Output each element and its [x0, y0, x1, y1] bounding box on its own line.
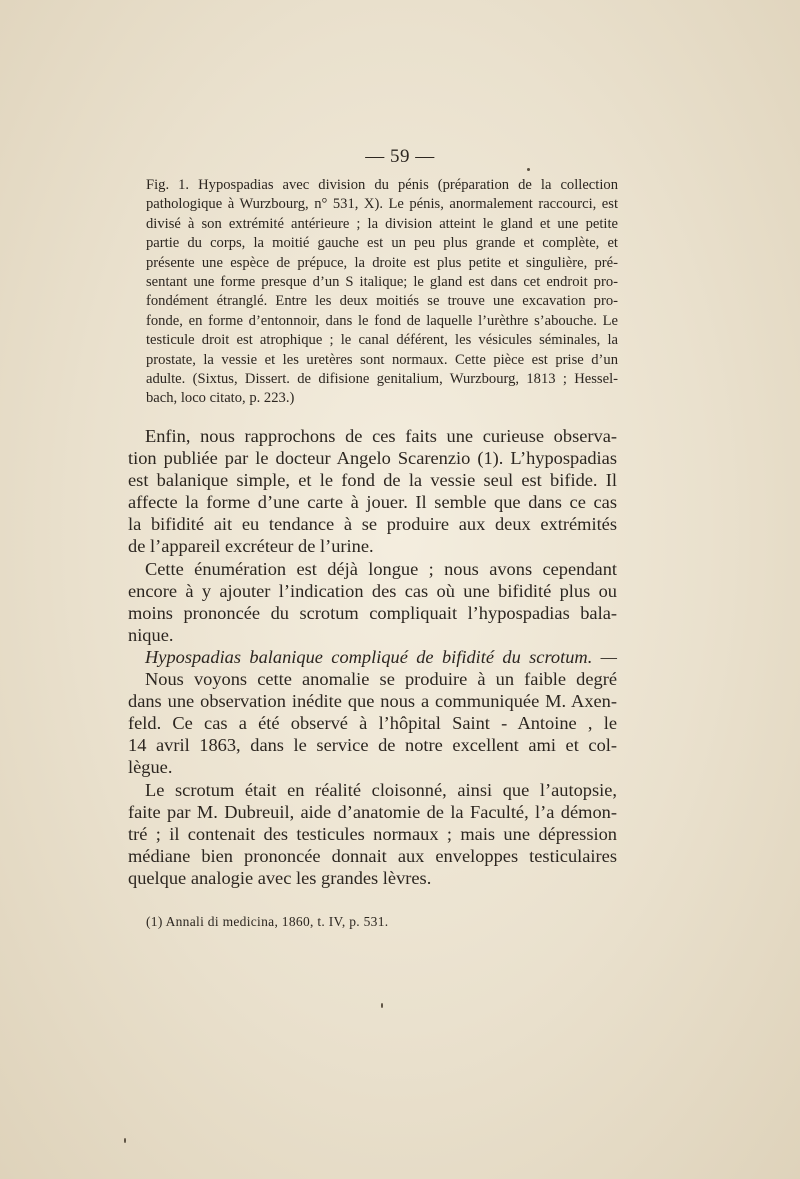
body-line: dans une observation inédite que nous a communiquée M. Axen-: [128, 691, 617, 712]
paper-speck: [381, 1003, 383, 1008]
body-line: Le scrotum était en réalité cloisonné, ainsi que l’autopsie,: [145, 779, 617, 800]
body-line: Enfin, nous rapprochons de ces faits une curieuse observa-: [145, 426, 617, 446]
body-line: la bifidité ait eu tendance à se produire aux deux extrémités: [128, 514, 617, 535]
body-line: médiane bien prononcée donnait aux enveloppes testiculaires: [128, 845, 617, 866]
figure-caption: [146, 176, 618, 409]
body-line: moins prononcée du scrotum compliquait l’hypospadias bala-: [128, 602, 617, 623]
body-line: est balanique simple, et le fond de la vessie seul est bifide. Il: [128, 470, 617, 491]
body-line: faite par M. Dubreuil, aide d’anatomie de la Faculté, l’a démon-: [128, 801, 617, 822]
body-line: feld. Ce cas a été observé à l’hôpital Saint - Antoine , le: [128, 713, 617, 734]
section-heading: Hypospadias balanique compliqué de bifidité du scrotum. —: [145, 646, 617, 667]
caption-line: bach, loco citato, p. 223.): [146, 390, 295, 407]
body-line: tré ; il contenait des testicules normaux ; mais une dépression: [128, 823, 617, 844]
caption-line: présente une espèce de prépuce, la droite est plus petite et singulière, pré-: [146, 254, 618, 271]
caption-line: Fig. 1. Hypospadias avec division du pénis (préparation de la collection: [146, 177, 618, 193]
caption-line: fondément étranglé. Entre les deux moitiés se trouve une excavation pro-: [146, 293, 618, 310]
caption-line: partie du corps, la moitié gauche est un peu plus grande et complète, et: [146, 235, 618, 252]
caption-line: fonde, en forme d’entonnoir, dans le fond de laquelle l’urèthre s’abouche. Le: [146, 312, 618, 329]
body-line: tion publiée par le docteur Angelo Scarenzio (1). L’hypospadias: [128, 448, 617, 469]
paper-speck: [527, 168, 530, 171]
caption-line: prostate, la vessie et les uretères sont normaux. Cette pièce est prise d’un: [146, 351, 618, 368]
caption-line: divisé à son extrémité antérieure ; la division atteint le gland et une petite: [146, 215, 618, 232]
body-line: quelque analogie avec les grandes lèvres.: [128, 867, 432, 888]
footnote: (1) Annali di medicina, 1860, t. IV, p. 531.: [146, 914, 389, 929]
caption-line: pathologique à Wurzbourg, n° 531, X). Le pénis, anormalement raccourci, est: [146, 196, 618, 213]
body-line: de l’appareil excréteur de l’urine.: [128, 536, 374, 557]
caption-line: sentant une forme presque d’un S italique; le gland est dans cet endroit pro-: [146, 274, 618, 291]
body-line: Cette énumération est déjà longue ; nous avons cependant: [145, 558, 617, 579]
caption-line: adulte. (Sixtus, Dissert. de difisione genitalium, Wurzbourg, 1813 ; Hessel-: [146, 371, 618, 388]
page-number: — 59 —: [365, 146, 435, 167]
body-line: lègue.: [128, 757, 173, 778]
body-line: affecte la forme d’une carte à jouer. Il semble que dans ce cas: [128, 492, 617, 513]
paper-speck: [124, 1138, 126, 1143]
body-line: Nous voyons cette anomalie se produire à un faible degré: [145, 669, 617, 690]
body-line: nique.: [128, 624, 174, 645]
body-line: 14 avril 1863, dans le service de notre excellent ami et col-: [128, 735, 617, 756]
caption-line: testicule droit est atrophique ; le canal déférent, les vésicules séminales, la: [146, 332, 618, 349]
body-text: [128, 425, 617, 889]
body-line: encore à y ajouter l’indication des cas où une bifidité plus ou: [128, 580, 617, 601]
